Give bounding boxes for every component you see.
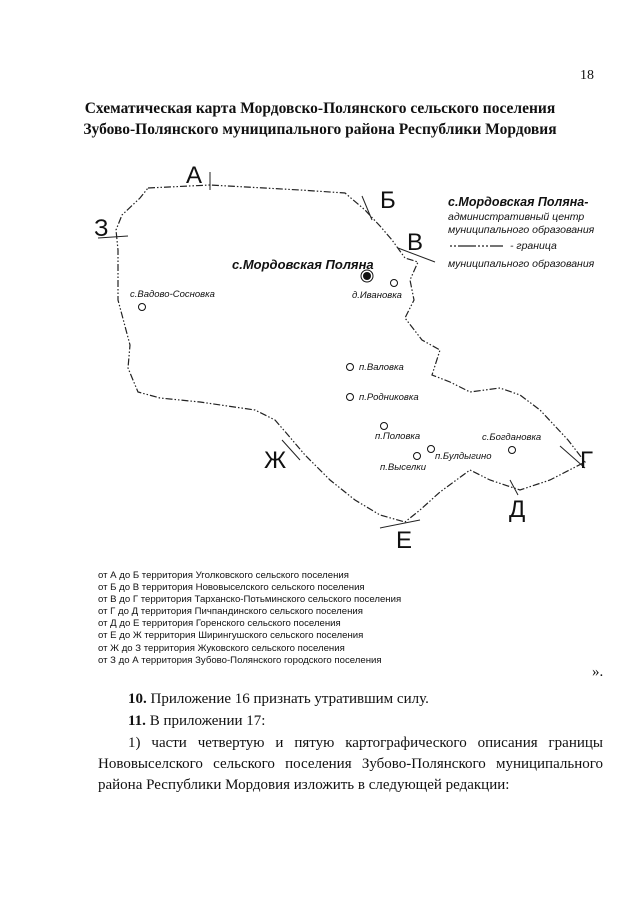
point-v-label: В xyxy=(407,229,424,256)
valovka-marker xyxy=(347,364,354,371)
polovka-label: п.Половка xyxy=(375,431,421,442)
ivanovka-marker xyxy=(391,280,398,287)
boundary-list-item: от З до А территория Зубово-Полянского городского поселения xyxy=(98,654,382,666)
boundary-list-item: от Ж до З территория Жуковского сельского поселения xyxy=(98,642,345,654)
vyselki-marker xyxy=(414,453,421,460)
paragraph-10 xyxy=(128,689,429,710)
boundary-list-item: от Е до Ж территория Ширингушского сельского поселения xyxy=(98,630,364,642)
ivanovka-label: д.Ивановка xyxy=(352,290,402,301)
center-label: с.Мордовская Поляна xyxy=(232,257,374,272)
paragraph-11-item-1: 1) части четвертую и пятую картографического описания границы Нововыселского сельского поселения Зубово-Полянского муниципального района Республики Мордовия изложить в следующей редакции: xyxy=(98,735,603,793)
bogdanovka-marker xyxy=(509,447,516,454)
buldygino-label: п.Булдыгино xyxy=(435,451,492,462)
legend-center-title: с.Мордовская Поляна- xyxy=(448,195,589,209)
vyselki-label: п.Выселки xyxy=(380,462,427,473)
rodnikovka-label: п.Родниковка xyxy=(359,392,419,403)
point-e-label: Е xyxy=(396,527,413,554)
paragraph-10-text: Приложение 16 признать утратившим силу. xyxy=(146,691,429,707)
boundary-list-item: от Г до Д территория Пичпандинского сельского поселения xyxy=(98,606,363,618)
point-b-label: Б xyxy=(380,187,396,214)
boundary-list-item: от А до Б территория Уголковского сельского поселения xyxy=(98,570,349,581)
boundary-list-item: от В до Г территория Тарханско-Потьминского сельского поселения xyxy=(98,594,402,606)
legend-center-desc-1: административный центр xyxy=(448,211,585,223)
paragraph-11-number: 11. xyxy=(128,713,146,729)
paragraph-11-text: В приложении 17: xyxy=(145,713,266,729)
boundary-list-item: от Б до В территория Нововыселского сельского поселения xyxy=(98,582,365,594)
paragraph-10-number: 10. xyxy=(128,691,147,707)
bogdanovka-label: с.Богдановка xyxy=(482,432,542,443)
neighbor-boundary-list xyxy=(98,570,401,667)
legend-boundary-line-2: муниципального образования xyxy=(448,258,595,270)
polovka-marker xyxy=(381,423,388,430)
page-number: 18 xyxy=(580,68,594,83)
map-title-line-1: Схематическая карта Мордовско-Полянского сельского поселения xyxy=(84,100,556,117)
vadovo-marker xyxy=(139,304,146,311)
boundary-list-item: от Д до Е территория Горенского сельского поселения xyxy=(98,618,341,630)
vadovo-label: с.Вадово-Сосновка xyxy=(130,289,215,300)
point-a-label: А xyxy=(186,162,203,189)
paragraph-11 xyxy=(128,711,265,732)
buldygino-marker xyxy=(428,446,435,453)
point-g-label: Г xyxy=(580,447,593,474)
legend-boundary-line-1: - граница xyxy=(510,240,557,252)
point-d-label: Д xyxy=(509,496,526,523)
center-marker xyxy=(363,272,371,280)
point-zh-label: Ж xyxy=(264,447,287,474)
valovka-label: п.Валовка xyxy=(359,362,404,373)
point-z-label: З xyxy=(94,215,109,242)
rodnikovka-marker xyxy=(347,394,354,401)
closing-quote: ». xyxy=(592,664,604,680)
legend-center-desc-2: муниципального образования xyxy=(448,224,595,236)
map-title-line-2: Зубово-Полянского муниципального района Республики Мордовия xyxy=(83,121,557,138)
